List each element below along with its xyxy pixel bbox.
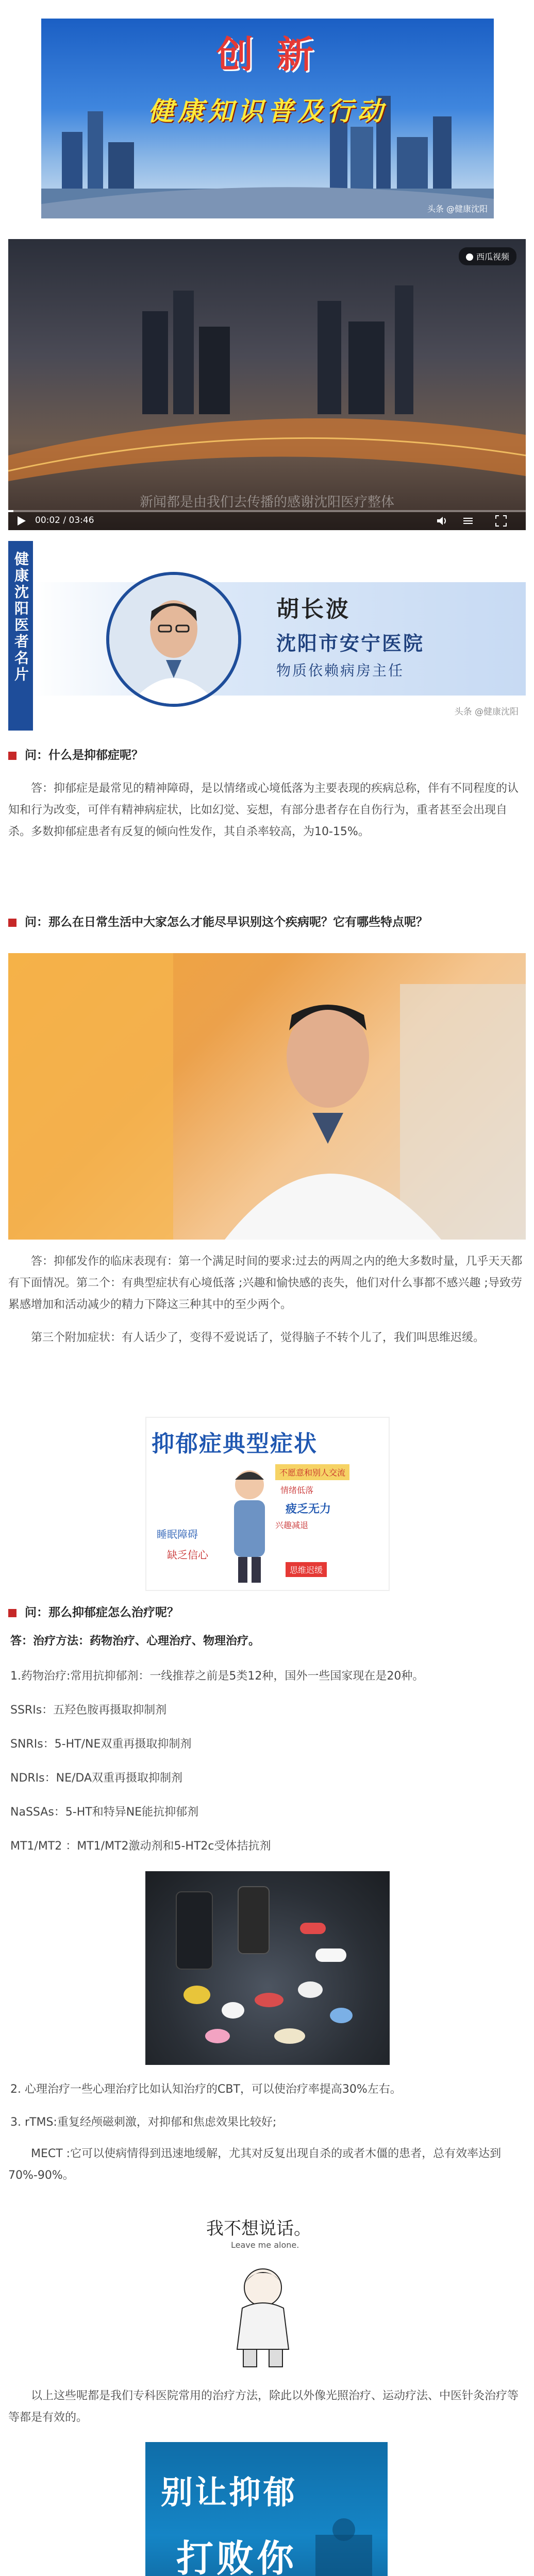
answer-1-text: 答：抑郁症是最常见的精神障碍，是以情绪或心境低落为主要表现的疾病总称，伴有不同程度的认知和行为改变，可伴有精神病症状，比如幻觉、妄想，有部分患者存在自伤行为，重者甚至会出现自杀。多数抑郁症患者有反复的倾向性发作，其自杀率较高，为10-15%。: [8, 782, 519, 838]
slogan-line-1: [161, 2467, 297, 2513]
video-brand-badge: [459, 247, 516, 265]
cartoon-subtext: Leave me alone.: [231, 2240, 299, 2250]
symptom-2: 情绪低落: [280, 1485, 314, 1495]
question-marker: [8, 919, 16, 927]
slogan-line-1-text: 别让抑郁: [161, 2473, 297, 2511]
doctor-title: 物质依赖病房主任: [276, 662, 405, 679]
question-3: [8, 1602, 526, 1623]
question-2-text: 问：那么在日常生活中大家怎么才能尽早识别这个疾病呢？它有哪些特点呢？: [25, 916, 428, 929]
video-caption: 新闻都是由我们去传播的感谢沈阳医疗整体: [139, 495, 394, 510]
question-marker: [8, 1609, 16, 1617]
doctor-card-side: [8, 541, 33, 731]
slogan-line-2: 打败你: [176, 2537, 297, 2576]
answer-2: [8, 1251, 526, 1349]
pills-image: [145, 1871, 390, 2065]
video-current-time: 00:02: [35, 515, 60, 526]
symptom-1: 不愿意和别人交流: [275, 1464, 349, 1480]
volume-icon[interactable]: [436, 515, 448, 527]
video-controls: 00:02 / 03:46: [8, 512, 526, 530]
symptoms-poster: [145, 1417, 390, 1591]
symptom-6: 缺乏信心: [167, 1549, 208, 1561]
video-frame-graphic: [8, 239, 526, 530]
drug-item-2: SNRIs：5-HT/NE双重再摄取抑制剂: [10, 1738, 192, 1751]
question-1-text: 问：什么是抑郁症呢？: [25, 749, 143, 762]
drug-intro: 1.药物治疗:常用抗抑郁剂：一线推荐之前是5类12种，国外一些国家现在是20种。: [10, 1670, 424, 1683]
drug-item-5: MT1/MT2 ：MT1/MT2激动剂和5-HT2c受体拮抗剂: [10, 1840, 271, 1853]
fullscreen-icon[interactable]: [495, 515, 507, 527]
settings-icon[interactable]: [462, 515, 474, 527]
answer-2-extra: 第三个附加症状：有人话少了，变得不爱说话了，觉得脑子不转个儿了，我们叫思维迟缓。: [31, 1331, 485, 1344]
sad-figure-graphic: [224, 1464, 275, 1583]
symptom-3: 疲乏无力: [286, 1503, 331, 1516]
answer-2-text: 答：抑郁发作的临床表现有：第一个满足时间的要求:过去的两周之内的绝大多数时量，几乎天天都有下面情况。第二个：有典型症状有心境低落 ;兴趣和愉快感的丧失，他们对什么事都不感兴趣 ;导致劳累感增加和活动减少的精力下降这三种其中的至少两个。: [8, 1255, 523, 1311]
video-total-time: 03:46: [69, 515, 94, 526]
question-1: [8, 745, 526, 766]
play-icon[interactable]: [15, 515, 27, 527]
cartoon-figure-graphic: [186, 2257, 348, 2370]
video-brand-icon: [466, 253, 473, 261]
video-player[interactable]: [8, 239, 526, 530]
banner-title-sub: 健康知识普及行动: [148, 96, 387, 126]
cartoon-image: [186, 2205, 348, 2370]
doctor-card-watermark: 头条 @健康沈阳: [454, 707, 519, 717]
banner-watermark: 头条 @健康沈阳: [427, 204, 488, 214]
doctor-interview-image: [8, 953, 526, 1240]
pills-graphic: [145, 1871, 390, 2065]
treatment-methods: 答：治疗方法：药物治疗、心理治疗、物理治疗。: [10, 1635, 260, 1648]
answer-1: [8, 778, 526, 843]
symptom-7: 思维迟缓: [286, 1562, 327, 1577]
slogan-poster: [145, 2442, 388, 2576]
symptom-5: 睡眠障碍: [157, 1528, 198, 1540]
mect-text: MECT :它可以使病情得到迅速地缓解，尤其对反复出现自杀的或者木僵的患者，总有效率达到70%-90%。: [8, 2147, 502, 2182]
drug-item-4: NaSSAs：5-HT和特异NE能抗抑郁剂: [10, 1806, 199, 1819]
cartoon-text: 我不想说话。: [206, 2218, 311, 2239]
doctor-card: [8, 541, 526, 731]
doctor-hospital: 沈阳市安宁医院: [276, 632, 425, 655]
rtms: 3. rTMS:重复经颅磁刺激，对抑郁和焦虑效果比较好;: [10, 2116, 277, 2129]
doctor-card-side-label: 健康沈阳医者名片: [12, 551, 29, 683]
doctor-portrait-graphic: [109, 575, 238, 704]
doctor-name: 胡长波: [276, 596, 351, 622]
psychotherapy: 2. 心理治疗一些心理治疗比如认知治疗的CBT，可以使治疗率提高30%左右。: [10, 2083, 402, 2096]
video-brand-label: 西瓜视频: [476, 252, 509, 262]
summary-text: 以上这些呢都是我们专科医院常用的治疗方法，除此以外像光照治疗、运动疗法、中医针灸治疗等等都是有效的。: [8, 2389, 519, 2424]
question-marker: [8, 752, 16, 760]
question-2: [8, 912, 526, 933]
symptom-4: 兴趣减退: [275, 1520, 309, 1530]
banner-image: [41, 19, 494, 218]
interview-frame-graphic: [8, 953, 526, 1240]
summary: [8, 2385, 526, 2429]
symptoms-poster-title: 抑郁症典型症状: [152, 1431, 318, 1457]
drug-item-1: SSRIs：五羟色胺再摄取抑制剂: [10, 1704, 167, 1717]
drug-item-3: NDRIs：NE/DA双重再摄取抑制剂: [10, 1772, 183, 1785]
question-3-text: 问：那么抑郁症怎么治疗呢？: [25, 1606, 179, 1619]
mect: [8, 2143, 526, 2187]
doctor-avatar: [106, 572, 241, 707]
banner-title-main: 创 新: [216, 32, 319, 76]
